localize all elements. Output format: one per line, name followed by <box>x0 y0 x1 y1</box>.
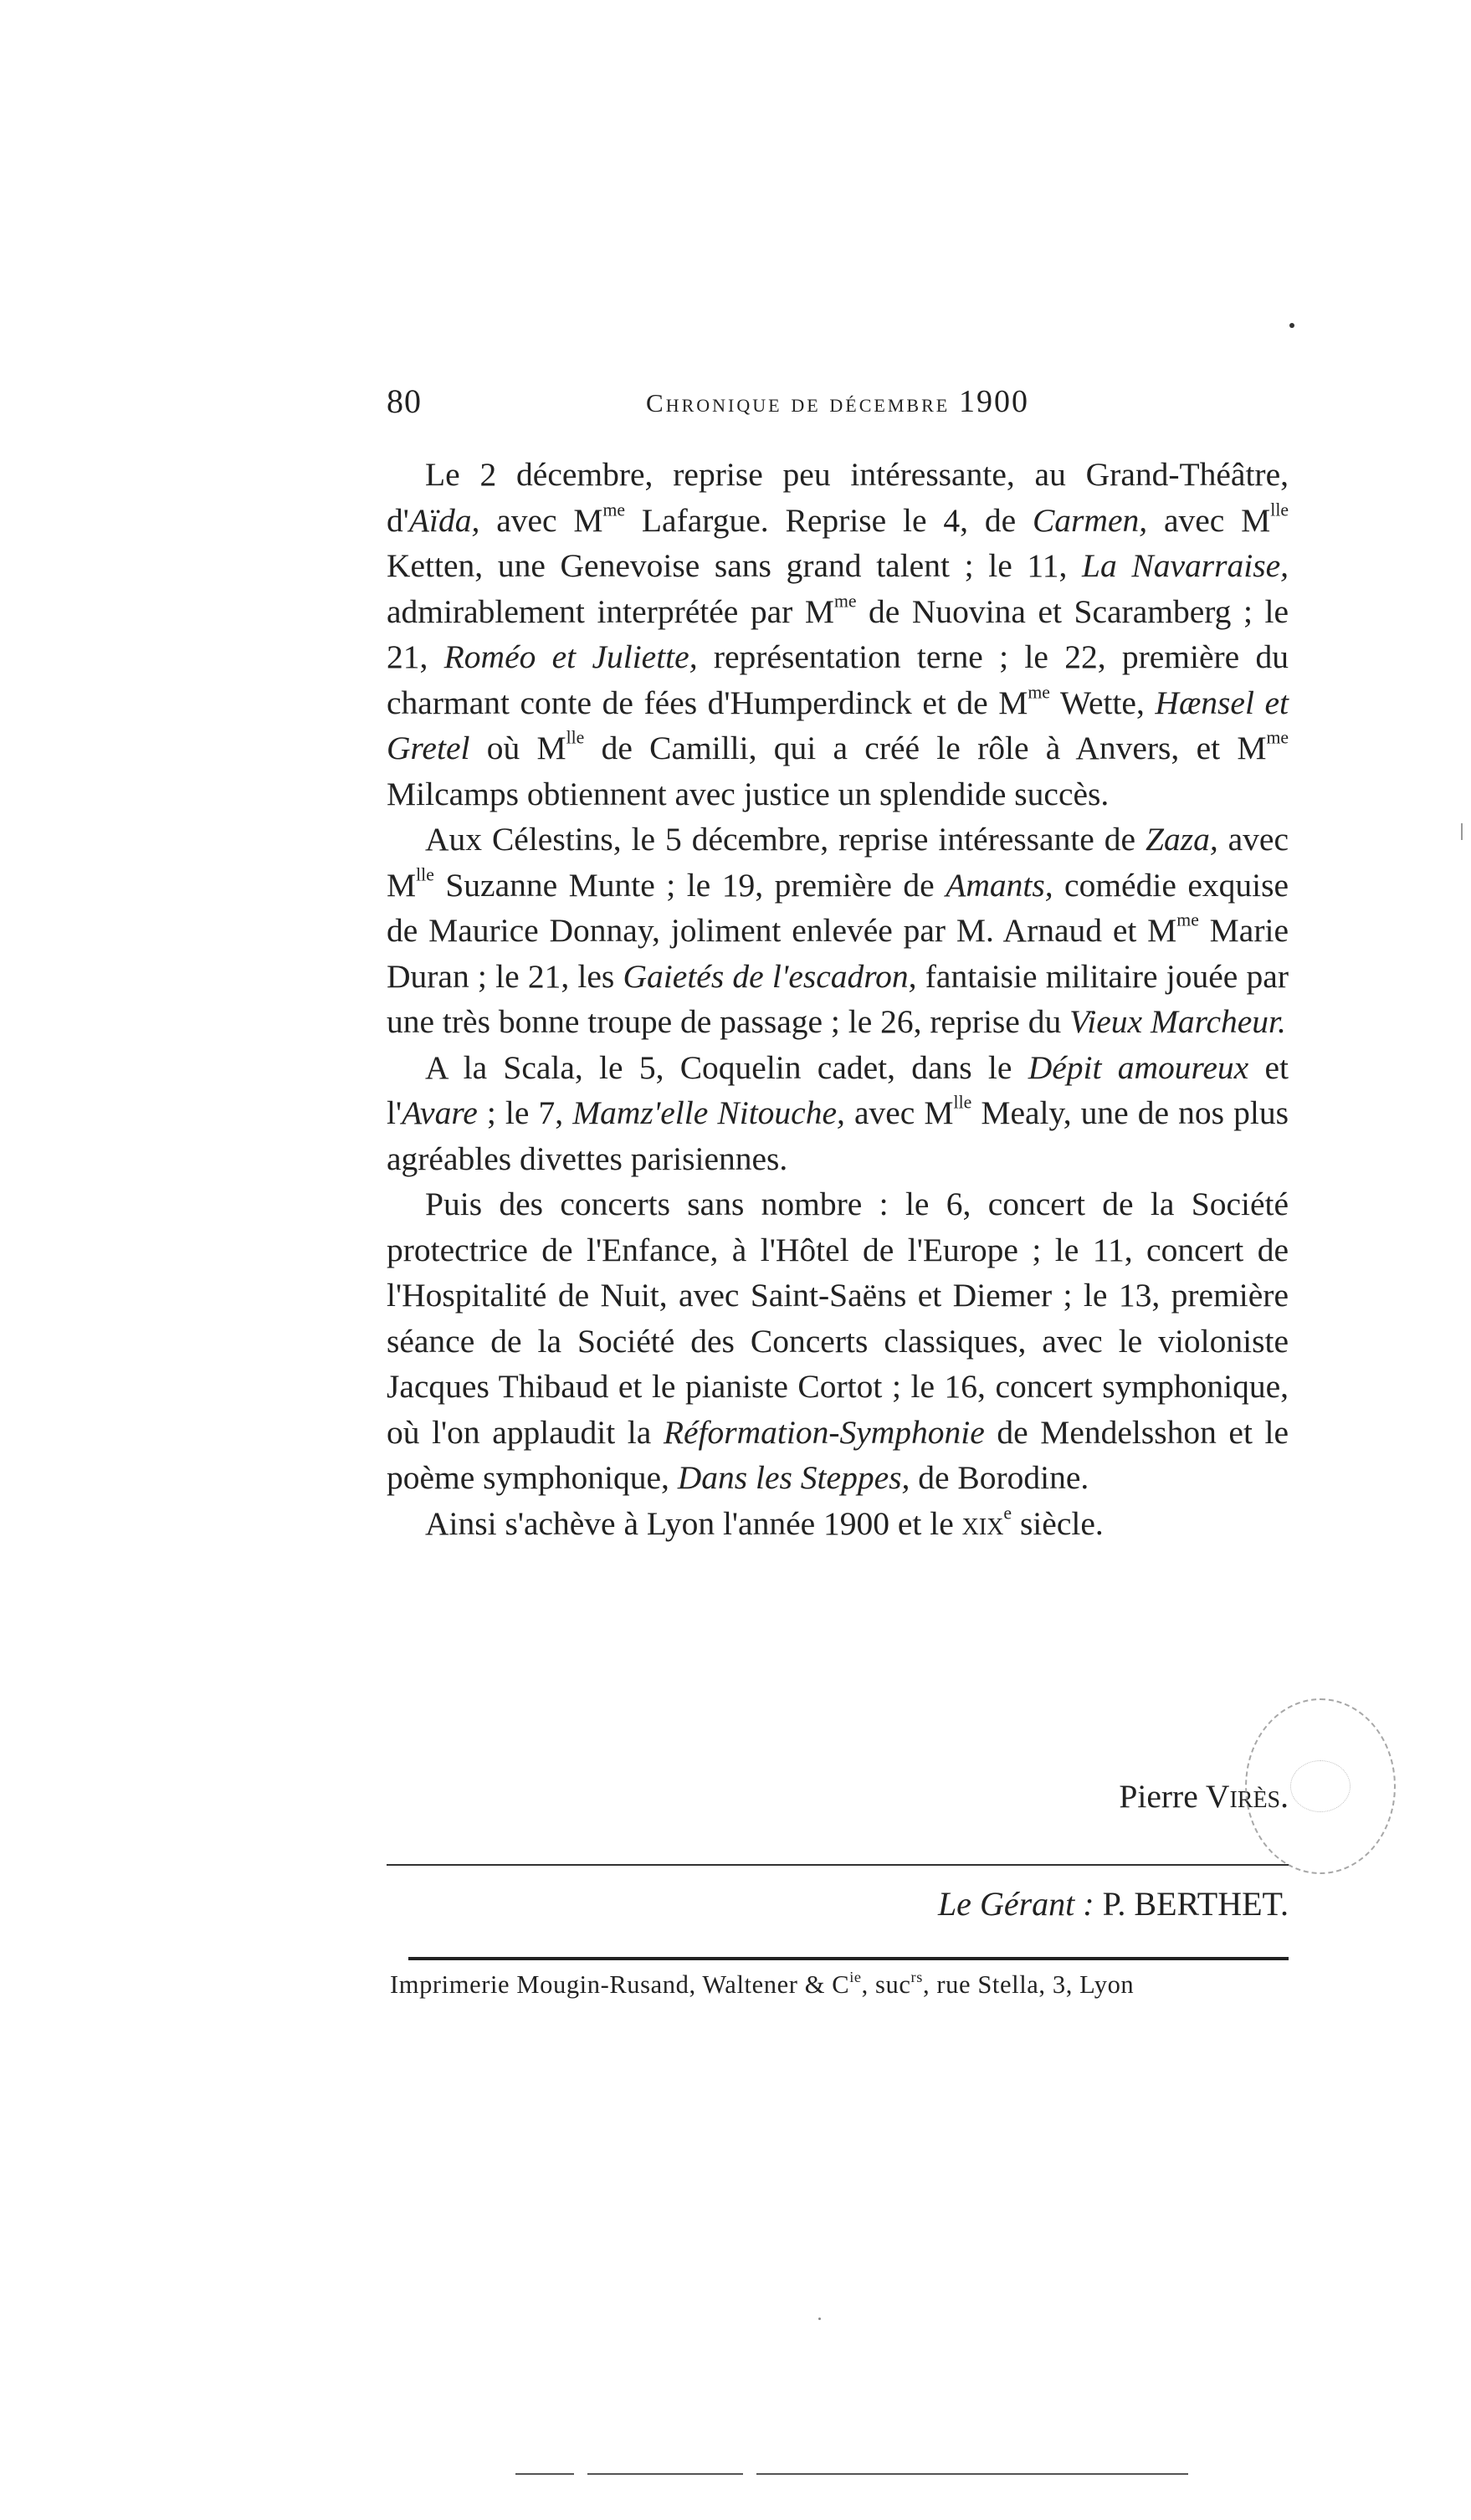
library-stamp-icon <box>1245 1698 1396 1874</box>
bottom-rule-segment <box>756 2473 1188 2475</box>
bottom-rule-segment <box>515 2473 574 2475</box>
author-signature: Pierre Virès. <box>1119 1778 1289 1815</box>
paragraph-concerts: Puis des concerts sans nombre : le 6, concert de la Société protectrice de l'Enfance, à l'Hôtel de l'Europe ; le 11, concert de l'Hospitalité de Nuit, avec Saint-Saëns et Diemer ; le 13, première séance de la Société des Concerts classiques, avec le violoniste Jacques Thibaud et le pianiste Cortot ; le 16, concert symphonique, où l'on applaudit la Réformation-Symphonie de Mendelsshon et le poème symphonique, Dans les Steppes, de Borodine. <box>387 1186 1289 1496</box>
printer-imprint: Imprimerie Mougin-Rusand, Waltener & $C^{ie}$, suc$^{rs}$, rue Stella, 3, Lyon <box>390 1969 1135 1999</box>
ink-dot <box>1289 323 1294 328</box>
gerant-line: Le Gérant : P. BERTHET. <box>937 1885 1289 1923</box>
ink-speck <box>818 2318 821 2320</box>
chronicle-text <box>387 452 1289 1546</box>
page-number: 80 <box>387 382 422 420</box>
running-head <box>387 383 1289 420</box>
bottom-rule-segment <box>587 2473 743 2475</box>
paragraph-grand-theatre: Le 2 décembre, reprise peu intéressante, au Grand-Théâtre, d'Aïda, avec $M^{me}$ Lafargue. Reprise le 4, de Carmen, avec $M^{lle}$ Ketten, une Genevoise sans grand talent ; le 11, La Navarraise, admirablement interprétée par $M^{me}$ de Nuovina et Scaramberg ; le 21, Roméo et Juliette, représentation terne ; le 22, première du charmant conte de fées d'Humperdinck et de $M^{me}$ Wette, Hænsel et Gretel où $M^{lle}$ de Camilli, qui a créé le rôle à Anvers, et $M^{me}$ Milcamps obtiennent avec justice un splendide succès. <box>387 456 1289 812</box>
paragraph-closing: Ainsi s'achève à Lyon l'année 1900 et le xix$^e$ siècle. <box>425 1503 1104 1542</box>
running-head-title: Chronique de décembre <box>646 388 951 417</box>
divider-rule <box>387 1864 1289 1866</box>
page-header <box>387 382 1289 432</box>
paragraph-scala: A la Scala, le 5, Coquelin cadet, dans le Dépit amoureux et l'Avare ; le 7, Mamz'elle Nitouche, avec $M^{lle}$ Mealy, une de nos plus agréables divettes parisiennes. <box>387 1048 1289 1177</box>
paragraph-celestins: Aux Célestins, le 5 décembre, reprise intéressante de Zaza, avec $M^{lle}$ Suzanne Munte ; le 19, première de Amants, comédie exquise de Maurice Donnay, joliment enlevée par M. Arnaud et $M^{me}$ Marie Duran ; le 21, les Gaietés de l'escadron, fantaisie militaire jouée par une très bonne troupe de passage ; le 26, reprise du Vieux Marcheur. <box>387 821 1289 1040</box>
imprint-rule <box>408 1957 1289 1960</box>
page-edge-mark <box>1461 823 1463 840</box>
running-head-year: 1900 <box>958 384 1029 419</box>
